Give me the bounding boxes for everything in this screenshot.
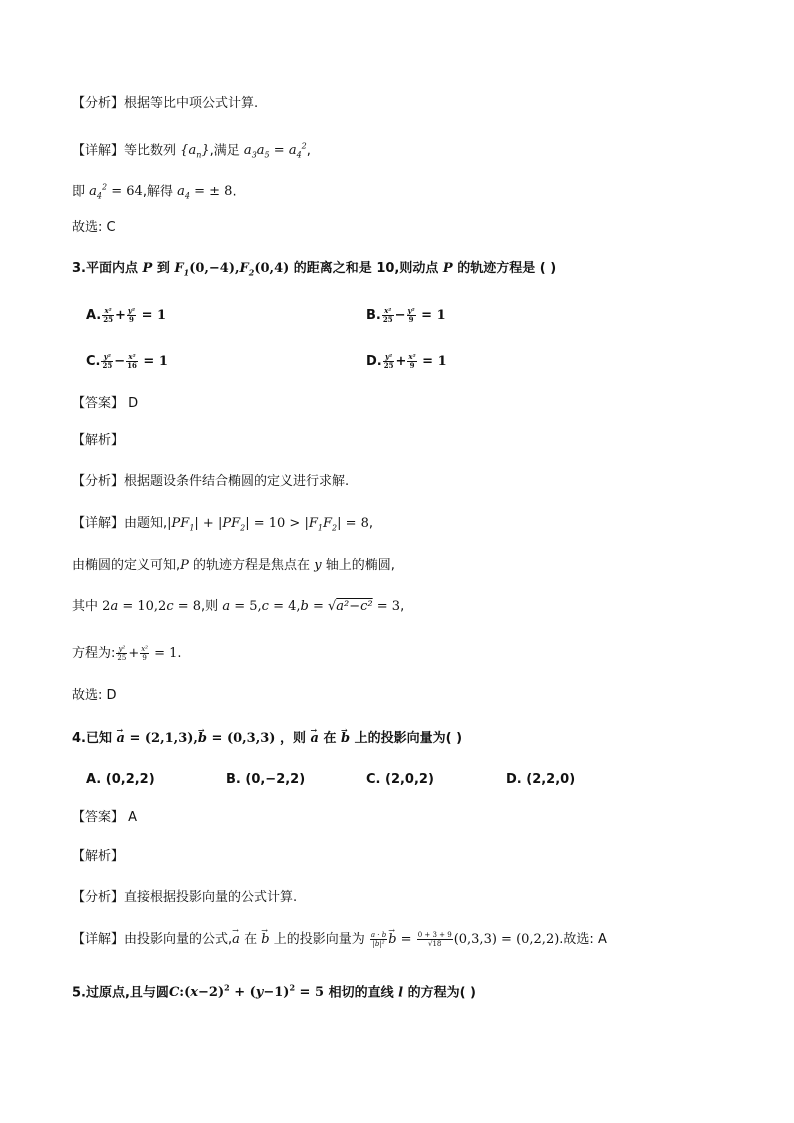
q4-option-d[interactable]: D. (2,2,0): [506, 772, 576, 787]
q3-option-d[interactable]: D. $\frac{\text{y²}}{25}$ + $\frac{\text{x²}}{9}$ = 1: [366, 352, 447, 370]
q4-option-b[interactable]: B. (0,−2,2): [226, 772, 306, 787]
q3-option-b[interactable]: B. $\frac{\text{x²}}{25}$ − $\frac{\text{y²}}{9}$ = 1: [366, 306, 446, 324]
q3-option-a[interactable]: A. $\frac{\text{x²}}{25}$ + $\frac{\text{y²}}{9}$ = 1: [86, 306, 167, 324]
q4-detail: 【详解】由投影向量的公式,→ a 在 → b 上的投影向量为 $\frac{a \cdot b}{\text{|b|²}}$ → b = $\frac{0 + 3 + 9}{√18}$ (0,3,3) = (0,2,2).故选: A: [72, 930, 607, 950]
q4-option-a[interactable]: A. (0,2,2): [86, 772, 155, 787]
q3-detail-2: 由椭圆的定义可知,P 的轨迹方程是焦点在 y 轴上的椭圆,: [72, 558, 395, 573]
q3-detail-4: 方程为: $\frac{\text{y²}}{25}$ + $\frac{\text{x²}}{9}$ = 1.: [72, 645, 182, 662]
q3-explanation-tag: 【解析】: [72, 433, 125, 448]
q3-answer: 【答案】 D: [72, 396, 139, 411]
detail-tag: 【详解】: [72, 143, 125, 159]
q3-analysis: 【分析】根据题设条件结合椭圆的定义进行求解.: [72, 474, 350, 489]
q3-option-c[interactable]: C. $\frac{\text{y²}}{25}$ − $\frac{\text{x²}}{16}$ = 1: [86, 352, 168, 370]
question-5: 5.过原点,且与圆$C:(x-2)^2 + (y-1)^2 = 5$ 相切的直线 l 的方程为( ): [72, 983, 477, 1001]
q4-explanation-tag: 【解析】: [72, 849, 125, 864]
q4-answer: 【答案】 A: [72, 810, 138, 825]
analysis-line-1: 【分析】根据等比中项公式计算.: [72, 96, 259, 111]
q3-detail-3: 其中 2a = 10,2c = 8,则 a = 5,c = 4,b = √a²−c² = 3,: [72, 599, 405, 614]
q4-option-c[interactable]: C. (2,0,2): [366, 772, 434, 787]
q3-choice: 故选: D: [72, 688, 117, 703]
analysis-tag: 【分析】: [72, 96, 125, 111]
question-3: 3.平面内点 P 到 $F_1(0,-4),F_2(0,4)$ 的距离之和是 10,则动点 P 的轨迹方程是 ( ): [72, 261, 557, 278]
q3-detail: 【详解】由题知$,|PF_1| + |PF_2| = 10 > |F_1F_2| = 8$,: [72, 516, 374, 533]
detail-line-2: 即 $a_4^2 = 64$,解得 $a_4$ = ± 8.: [72, 183, 237, 201]
answer-choice-line: 故选: C: [72, 220, 116, 235]
q4-analysis: 【分析】直接根据投影向量的公式计算.: [72, 890, 298, 905]
question-4: 4.已知 → a = (2,1,3),→ b = (0,3,3) ，则 → a 在 → b 上的投影向量为( ): [72, 729, 462, 749]
detail-line-1: 【详解】等比数列 $\{a_n\}$,满足 $a_3a_5 = a_4^2$,: [72, 142, 311, 160]
